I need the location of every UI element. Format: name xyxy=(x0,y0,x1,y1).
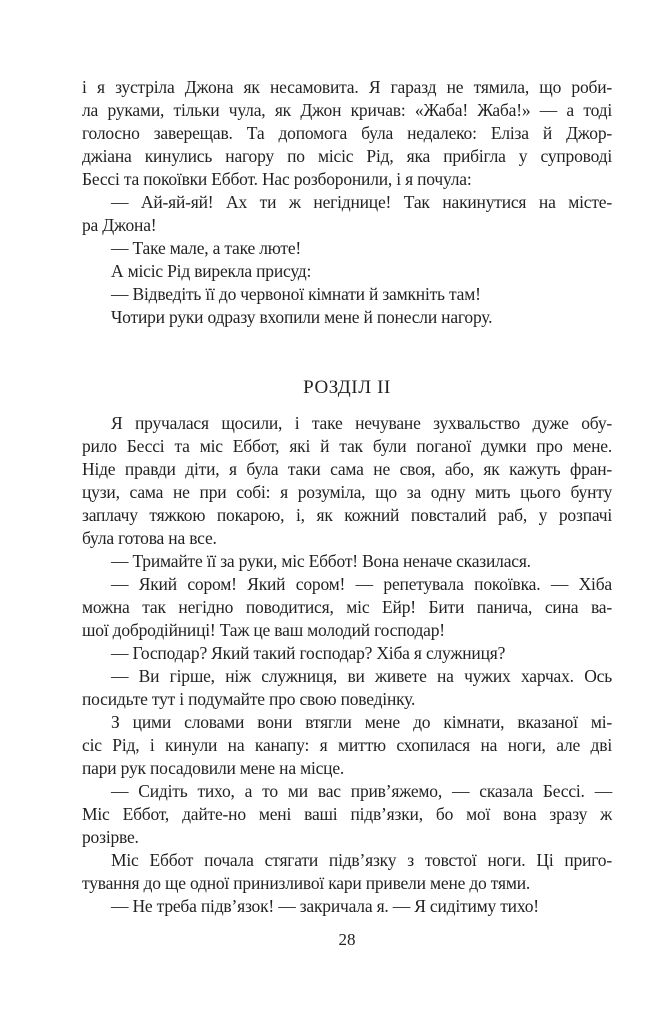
text-line: Чотири руки одразу вхопили мене й понесли нагору. xyxy=(111,307,493,327)
text-line: — Відведіть її до червоної кімнати й замкніть там! xyxy=(111,284,481,304)
text-line: ра Джона! xyxy=(82,215,157,235)
text-line: Я пручалася щосили, і таке нечуване зухвальство дуже обу- xyxy=(111,413,612,433)
text-line: — Ай-яй-яй! Ах ти ж негіднице! Так накинутися на місте- xyxy=(111,192,612,212)
text-line: — Не треба підв’язок! — закричала я. — Я сидітиму тихо! xyxy=(111,896,539,916)
text-line: пари рук посадовили мене на місце. xyxy=(82,758,345,778)
text-line: — Сидіть тихо, а то ми вас прив’яжемо, — сказала Бессі. — xyxy=(111,781,612,801)
text-line: джіана кинулись нагору по місіс Рід, яка прибігла у супроводі xyxy=(82,146,612,166)
paragraph-section-main xyxy=(82,412,612,918)
text-line: голосно заверещав. Та допомога була недалеко: Еліза й Джор- xyxy=(82,123,612,143)
text-line: сіс Рід, і кинули на канапу: я миттю схопилася на ноги, але дві xyxy=(82,735,612,755)
chapter-heading: РОЗДІЛ II xyxy=(303,377,391,398)
text-line: була готова на все. xyxy=(82,528,217,548)
page-text-block xyxy=(82,0,612,951)
text-line: шої добродійниці! Таж це ваш молодий господар! xyxy=(82,620,445,640)
text-line: — Тримайте її за руки, міс Еббот! Вона неначе сказилася. xyxy=(111,551,531,571)
page-number: 28 xyxy=(338,930,356,949)
text-line: Бессі та покоївки Еббот. Нас розборонили, і я почула: xyxy=(82,169,472,189)
text-line: Міс Еббот, дайте-но мені ваші підв’язки, бо мої вона зразу ж xyxy=(82,804,612,824)
text-line: ла руками, тільки чула, як Джон кричав: «Жаба! Жаба!» — а тоді xyxy=(82,100,612,120)
text-line: тування до ще одної принизливої кари привели мене до тями. xyxy=(82,873,531,893)
text-line: — Ви гірше, ніж служниця, ви живете на чужих харчах. Ось xyxy=(111,666,612,686)
text-line: посидьте тут і подумайте про свою поведінку. xyxy=(82,689,416,709)
text-line: — Який сором! Який сором! — репетувала покоївка. — Хіба xyxy=(111,574,612,594)
text-line: і я зустріла Джона як несамовита. Я гаразд не тямила, що роби- xyxy=(82,77,612,97)
text-line: Ніде правди діти, я була таки сама не своя, або, як кажуть фран- xyxy=(82,459,612,479)
paragraph-section-top xyxy=(82,76,612,329)
text-line: А місіс Рід вирекла присуд: xyxy=(111,261,312,281)
text-line: заплачу тяжкою покарою, і, як кожний повсталий раб, у розпачі xyxy=(82,505,612,525)
text-line: — Таке мале, а таке люте! xyxy=(111,238,302,258)
text-line: рило Бессі та міс Еббот, які й так були поганої думки про мене. xyxy=(82,436,612,456)
text-line: З цими словами вони втягли мене до кімнати, вказаної мі- xyxy=(111,712,612,732)
text-line: — Господар? Який такий господар? Хіба я служниця? xyxy=(111,643,506,663)
text-line: можна так негідно поводитися, міс Ейр! Бити панича, сина ва- xyxy=(82,597,612,617)
text-line: цузи, сама не при собі: я розуміла, що за одну мить цього бунту xyxy=(82,482,612,502)
text-line: Міс Еббот почала стягати підв’язку з товстої ноги. Ці приго- xyxy=(111,850,612,870)
text-line: розірве. xyxy=(82,827,139,847)
